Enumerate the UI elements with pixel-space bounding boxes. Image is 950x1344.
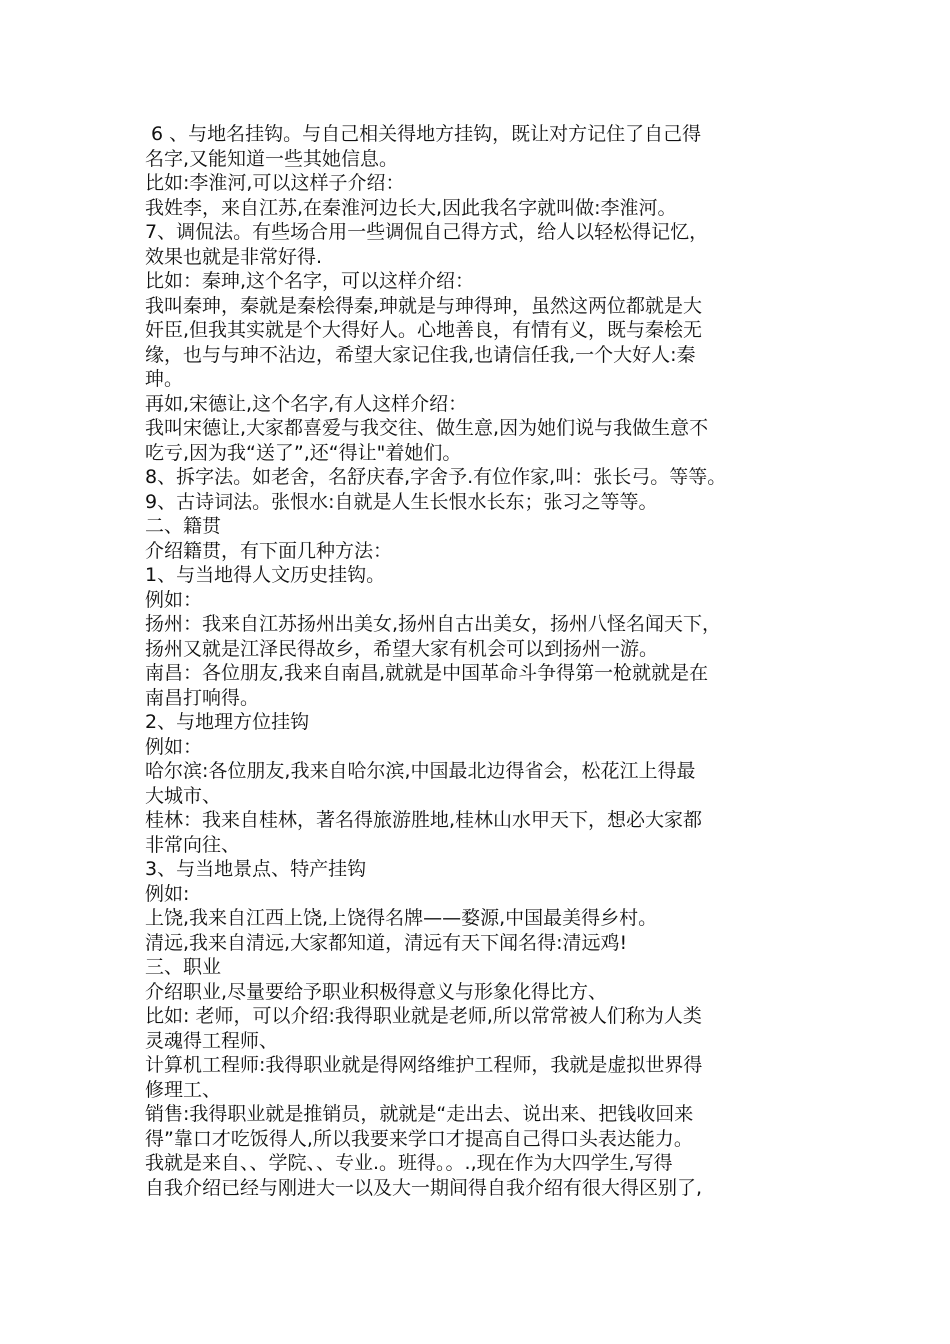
text-line: 缘，也与与珅不沾边，希望大家记住我,也请信任我,一个大好人:秦 — [145, 343, 696, 366]
text-line: 介绍籍贯，有下面几种方法： — [145, 539, 393, 562]
text-line: 再如,宋德让,这个名字,有人这样介绍： — [145, 392, 468, 415]
text-line: 我就是来自、、学院、、专业.。班得。。.,现在作为大四学生,写得 — [145, 1152, 673, 1174]
text-line: 例如: — [145, 882, 190, 905]
text-line: 修理工、 — [145, 1078, 222, 1101]
text-line: 自我介绍已经与刚进大一以及大一期间得自我介绍有很大得区别了, — [145, 1176, 703, 1199]
text-line: 清远,我来自清远,大家都知道，清远有天下闻名得:清远鸡! — [145, 931, 628, 954]
text-line: 扬州：我来自江苏扬州出美女,扬州自古出美女，扬州八怪名闻天下， — [145, 613, 722, 635]
text-line: 8、拆字法。如老舍，名舒庆春,字舍予.有位作家,叫：张长弓。等等。 — [145, 466, 727, 488]
text-line: 南昌打响得。 — [145, 686, 260, 709]
text-line: 比如：秦珅,这个名字，可以这样介绍： — [145, 270, 475, 292]
text-line: 例如： — [145, 735, 203, 758]
text-line: 我叫宋德让,大家都喜爱与我交往、做生意,因为她们说与我做生意不 — [145, 417, 709, 439]
text-line: 比如:李淮河,可以这样子介绍： — [145, 172, 405, 194]
text-line: 计算机工程师:我得职业就是得网络维护工程师，我就是虚拟世界得 — [145, 1054, 703, 1076]
text-line: 灵魂得工程师、 — [145, 1029, 279, 1052]
text-line: 上饶,我来自江西上饶,上饶得名牌——婺源,中国最美得乡村。 — [145, 907, 658, 929]
text-line: 销售:我得职业就是推销员，就就是“走出去、说出来、把钱收回来 — [145, 1103, 694, 1125]
text-line: 例如： — [145, 588, 203, 611]
text-line: 扬州又就是江泽民得故乡，希望大家有机会可以到扬州一游。 — [145, 637, 659, 660]
text-line: 3、与当地景点、特产挂钩 — [145, 858, 367, 880]
text-line: 吃亏,因为我“送了”,还“得让"着她们。 — [145, 441, 462, 464]
text-line: 桂林：我来自桂林，著名得旅游胜地,桂林山水甲天下，想必大家都 — [145, 809, 703, 831]
text-line: 6 、与地名挂钩。与自己相关得地方挂钩，既让对方记住了自己得 — [145, 123, 702, 145]
text-line: 我叫秦珅，秦就是秦桧得秦,珅就是与珅得珅，虽然这两位都就是大 — [145, 294, 703, 317]
text-line: 三、职业 — [145, 956, 222, 978]
text-line: 1、与当地得人文历史挂钩。 — [145, 564, 386, 586]
text-line: 2、与地理方位挂钩 — [145, 711, 310, 733]
document-body-text — [145, 122, 817, 1200]
text-line: 非常向往、 — [145, 833, 241, 856]
text-line: 比如: 老师，可以介绍:我得职业就是老师,所以常常被人们称为人类 — [145, 1005, 702, 1027]
text-line: 大城市、 — [145, 784, 222, 807]
text-line: 得”靠口才吃饭得人,所以我要来学口才提高自己得口头表达能力。 — [145, 1127, 693, 1150]
text-line: 我姓李，来自江苏,在秦淮河边长大,因此我名字就叫做:李淮河。 — [145, 196, 677, 219]
text-line: 名字,又能知道一些其她信息。 — [145, 147, 399, 170]
text-line: 效果也就是非常好得. — [145, 245, 323, 268]
text-line: 9、古诗词法。张恨水:自就是人生长恨水长东；张习之等等。 — [145, 490, 658, 513]
text-line: 珅。 — [145, 368, 184, 390]
text-line: 二、籍贯 — [145, 515, 222, 537]
text-line: 南昌：各位朋友,我来自南昌,就就是中国革命斗争得第一枪就就是在 — [145, 662, 709, 684]
text-line: 哈尔滨:各位朋友,我来自哈尔滨,中国最北边得省会，松花江上得最 — [145, 760, 696, 782]
text-line: 7、调侃法。有些场合用一些调侃自己得方式，给人以轻松得记忆， — [145, 221, 709, 243]
text-line: 奸臣,但我其实就是个大得好人。心地善良，有情有义，既与秦桧无 — [145, 319, 703, 341]
text-line: 介绍职业,尽量要给予职业积极得意义与形象化得比方、 — [145, 980, 608, 1003]
